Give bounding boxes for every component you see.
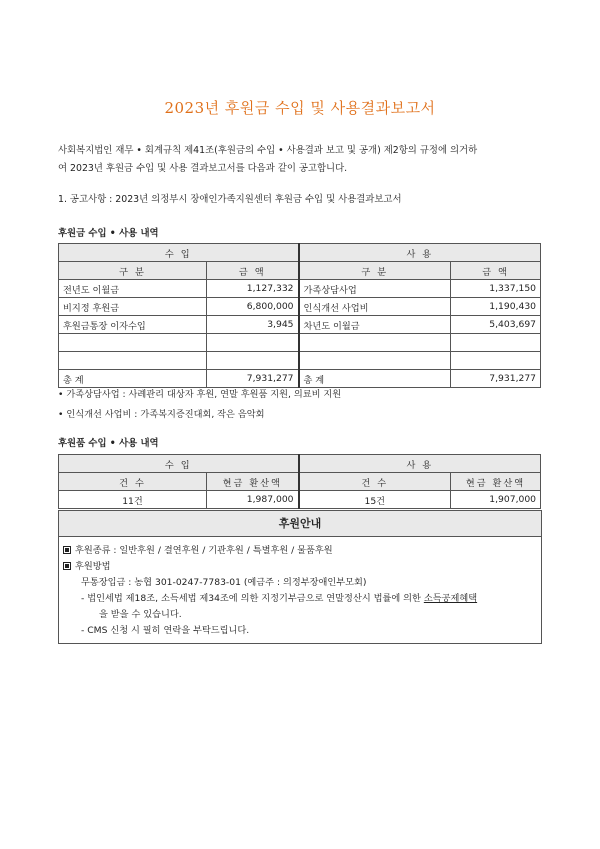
table-row — [59, 298, 541, 316]
donation-notes — [58, 385, 341, 425]
square-bullet-icon — [63, 562, 71, 570]
expense-item-header: 구 분 — [299, 262, 451, 280]
expense-item: 인식개선 사업비 — [299, 298, 451, 316]
tax-deduction-link: 소득공제혜택 — [423, 593, 478, 604]
note-item: • 인식개선 사업비 : 가족복지증진대회, 작은 음악회 — [58, 409, 265, 420]
goods-expense-count-header: 건 수 — [299, 473, 451, 491]
goods-expense-header: 사 용 — [299, 455, 541, 473]
income-amount-header: 금 액 — [207, 262, 299, 280]
income-item-header: 구 분 — [59, 262, 207, 280]
empty-cell — [207, 352, 299, 370]
guide-body — [59, 537, 541, 639]
empty-cell — [451, 352, 541, 370]
empty-cell — [299, 334, 451, 352]
table-row-empty — [59, 352, 541, 370]
table-row — [59, 491, 541, 509]
goods-group-header-row — [59, 455, 541, 473]
goods-heading: 후원품 수입 • 사용 내역 — [58, 438, 159, 449]
income-total-label: 총 계 — [59, 370, 207, 388]
notice-item: 1. 공고사항 : 2023년 의정부시 장애인가족지원센터 후원금 수입 및 사용결과보고서 — [58, 194, 402, 205]
income-item: 전년도 이월금 — [59, 280, 207, 298]
donations-table — [58, 243, 541, 388]
empty-cell — [451, 334, 541, 352]
guide-cms: - CMS 신청 시 필히 연락을 부탁드립니다. — [81, 625, 250, 636]
empty-cell — [207, 334, 299, 352]
donations-group-header-row — [59, 244, 541, 262]
guide-title: 후원안내 — [59, 511, 541, 537]
goods-table — [58, 454, 541, 509]
income-item: 후원금통장 이자수입 — [59, 316, 207, 334]
expense-item: 차년도 이월금 — [299, 316, 451, 334]
goods-expense-cash-header: 현금 환산액 — [451, 473, 541, 491]
intro-line-2: 여 2023년 후원금 수입 및 사용 결과보고서를 다음과 같이 공고합니다. — [58, 163, 348, 174]
expense-total: 7,931,277 — [451, 370, 541, 388]
empty-cell — [59, 334, 207, 352]
report-title: 2023년 후원금 수입 및 사용결과보고서 — [164, 99, 436, 117]
donations-heading: 후원금 수입 • 사용 내역 — [58, 228, 159, 239]
goods-expense-cash: 1,907,000 — [451, 491, 541, 509]
expense-item: 가족상담사업 — [299, 280, 451, 298]
empty-cell — [299, 352, 451, 370]
guide-method-label: 후원방법 — [75, 561, 111, 572]
square-bullet-icon — [63, 546, 71, 554]
expense-amount: 1,337,150 — [451, 280, 541, 298]
goods-column-header-row — [59, 473, 541, 491]
intro-line-1: 사회복지법인 재무 • 회계규칙 제41조(후원금의 수입 • 사용결과 보고 및 공개) 제2항의 규정에 의거하 — [58, 145, 478, 156]
goods-income-count: 11건 — [59, 491, 207, 509]
note-item: • 가족상담사업 : 사례관리 대상자 후원, 연말 후원품 지원, 의료비 지원 — [58, 389, 342, 400]
income-amount: 3,945 — [207, 316, 299, 334]
expense-amount: 5,403,697 — [451, 316, 541, 334]
guide-account: 무통장입금 : 농협 301-0247-7783-01 (예금주 : 의정부장애인부모회) — [81, 577, 367, 588]
guide-types: 후원종류 : 일반후원 / 결연후원 / 기관후원 / 특별후원 / 물품후원 — [75, 545, 333, 556]
table-row — [59, 316, 541, 334]
expense-amount: 1,190,430 — [451, 298, 541, 316]
donation-guide-box — [58, 510, 542, 644]
goods-income-cash: 1,987,000 — [207, 491, 299, 509]
income-item: 비지정 후원금 — [59, 298, 207, 316]
expense-total-label: 총 계 — [299, 370, 451, 388]
income-total: 7,931,277 — [207, 370, 299, 388]
table-row — [59, 280, 541, 298]
goods-income-count-header: 건 수 — [59, 473, 207, 491]
goods-expense-count: 15건 — [299, 491, 451, 509]
expense-group-header: 사 용 — [299, 244, 541, 262]
guide-method-line — [63, 559, 537, 575]
guide-types-line — [63, 543, 537, 559]
goods-income-cash-header: 현금 환산액 — [207, 473, 299, 491]
income-amount: 6,800,000 — [207, 298, 299, 316]
donations-column-header-row — [59, 262, 541, 280]
income-group-header: 수 입 — [59, 244, 299, 262]
guide-tax-line — [63, 591, 537, 607]
empty-cell — [59, 352, 207, 370]
income-amount: 1,127,332 — [207, 280, 299, 298]
expense-amount-header: 금 액 — [451, 262, 541, 280]
goods-income-header: 수 입 — [59, 455, 299, 473]
intro-paragraph — [58, 142, 548, 178]
guide-tax-suffix: 을 받을 수 있습니다. — [99, 609, 182, 620]
guide-tax-prefix: - 법인세법 제18조, 소득세법 제34조에 의한 지정기부금으로 연말정산시 법률에 의한 — [81, 593, 424, 604]
table-row-empty — [59, 334, 541, 352]
